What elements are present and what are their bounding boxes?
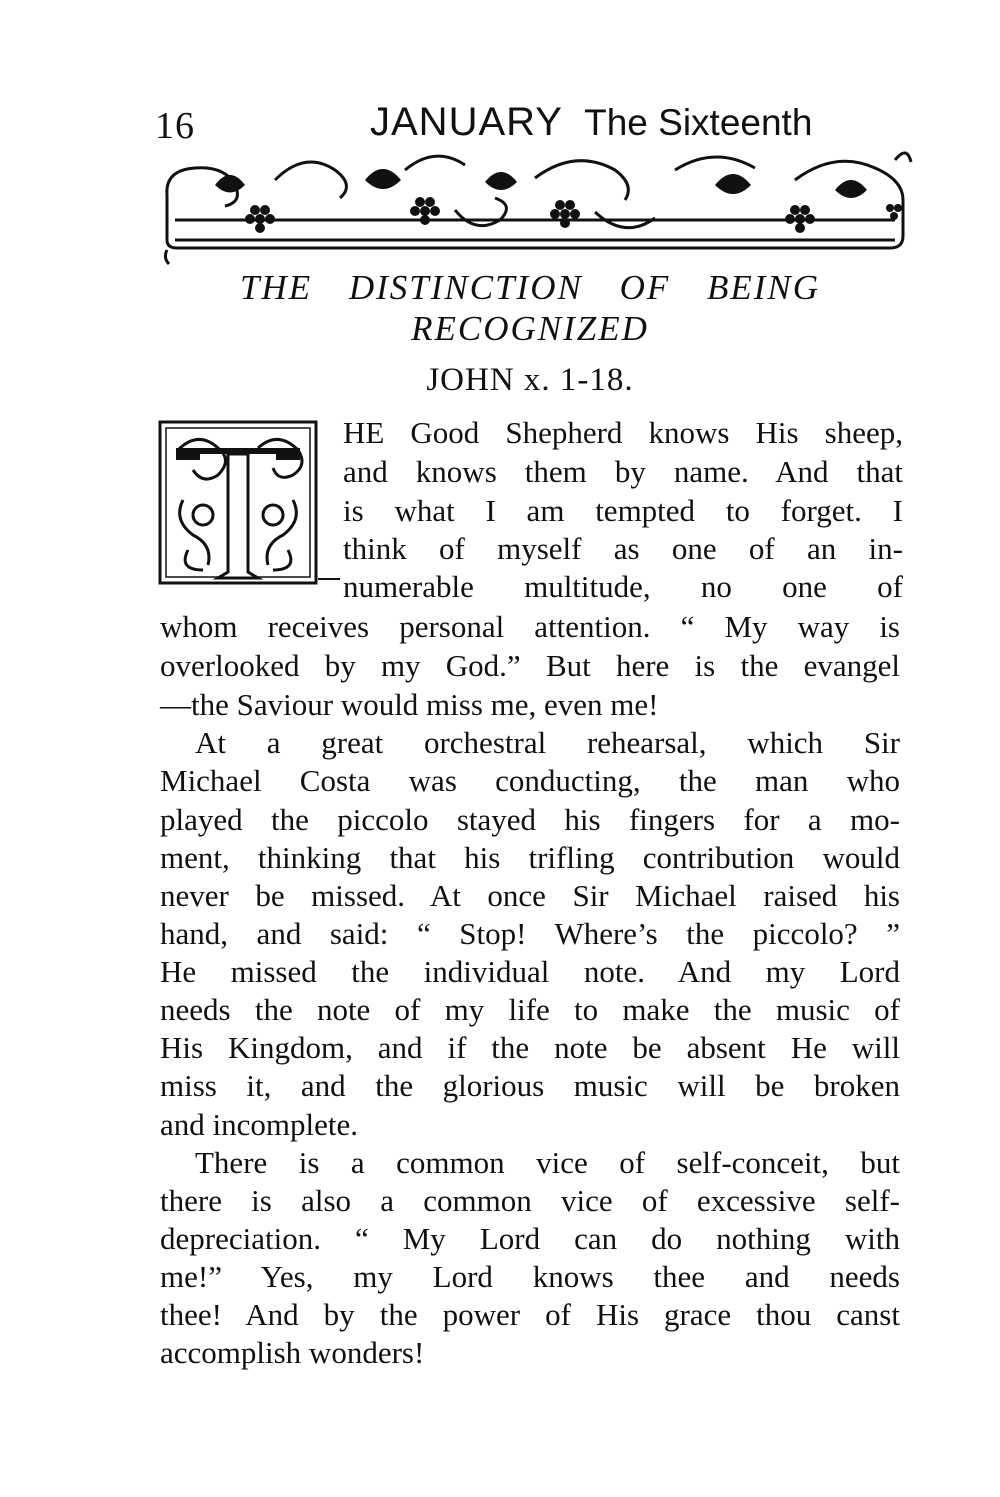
text-line: accomplish wonders! xyxy=(160,1335,425,1370)
running-head-day: The Sixteenth xyxy=(584,102,813,143)
text-line: Michael Costa was conducting, the man who xyxy=(160,763,900,798)
text-line: HE Good Shepherd knows His sheep, xyxy=(343,415,903,450)
text-line: ment, thinking that his trifling contribution would xyxy=(160,840,900,875)
text-line: and knows them by name. And that xyxy=(343,454,903,489)
text-line: At a great orchestral rehearsal, which Sir xyxy=(195,725,900,760)
text-line: never be missed. At once Sir Michael raised his xyxy=(160,878,900,913)
text-line: There is a common vice of self-conceit, but xyxy=(195,1145,900,1180)
page-number: 16 xyxy=(155,105,195,147)
text-line: overlooked by my God.” But here is the evangel xyxy=(160,648,900,683)
text-line: there is also a common vice of excessive self- xyxy=(160,1183,900,1218)
text-line: think of myself as one of an in- xyxy=(343,531,903,566)
text-line: He missed the individual note. And my Lord xyxy=(160,954,900,989)
text-line: needs the note of my life to make the music of xyxy=(160,992,900,1027)
running-head-month: JANUARY xyxy=(370,100,563,144)
text-line: and incomplete. xyxy=(160,1107,358,1142)
article-title-line-1: THE DISTINCTION OF BEING xyxy=(239,268,821,307)
text-line: me!” Yes, my Lord knows thee and needs xyxy=(160,1259,900,1294)
text-line: hand, and said: “ Stop! Where’s the piccolo? ” xyxy=(160,916,900,951)
running-head xyxy=(370,100,812,145)
scripture-reference: JOHN x. 1-18. xyxy=(426,362,634,398)
grapevine-ornament-icon xyxy=(155,140,915,265)
text-line: played the piccolo stayed his fingers for a mo- xyxy=(160,802,900,837)
drop-cap-rule xyxy=(318,578,340,580)
text-line: thee! And by the power of His grace thou canst xyxy=(160,1297,900,1332)
decorative-drop-cap-t-icon xyxy=(158,420,318,585)
text-line: depreciation. “ My Lord can do nothing with xyxy=(160,1221,900,1256)
article-title-line-2: RECOGNIZED xyxy=(411,309,649,348)
text-line: miss it, and the glorious music will be broken xyxy=(160,1068,900,1103)
text-line: —the Saviour would miss me, even me! xyxy=(160,687,659,722)
text-line: is what I am tempted to forget. I xyxy=(343,493,903,528)
text-line: whom receives personal attention. “ My way is xyxy=(160,609,900,644)
text-line: numerable multitude, no one of xyxy=(343,569,903,604)
text-line: His Kingdom, and if the note be absent He will xyxy=(160,1030,900,1065)
